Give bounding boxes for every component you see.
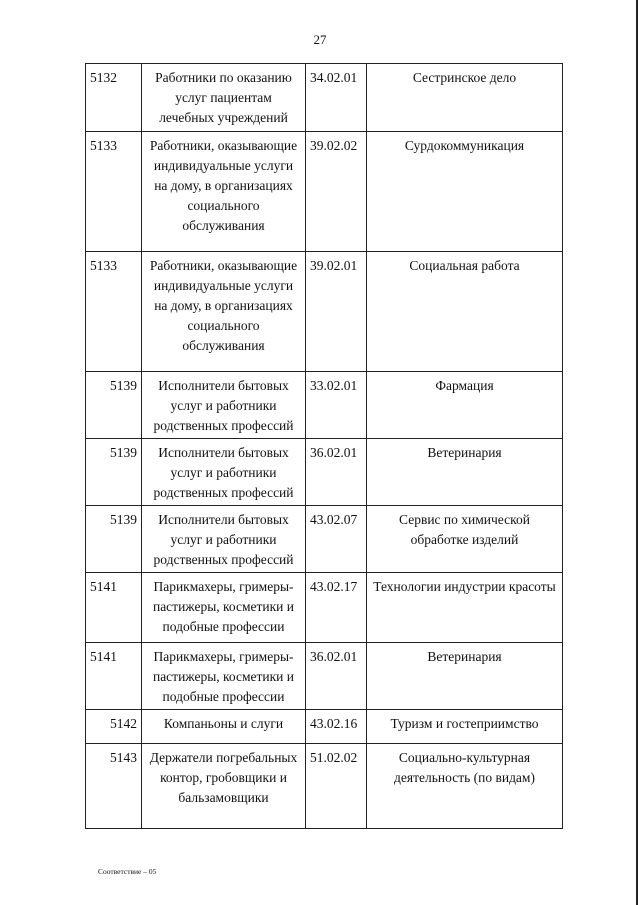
specialty-number-cell: 39.02.01 [306, 252, 367, 372]
code-cell: 5133 [86, 132, 142, 252]
specialty-name-cell: Сервис по химической обработке изделий [367, 506, 563, 573]
occupation-cell: Исполнители бытовых услуг и работники родственных профессий [142, 439, 306, 506]
specialty-number-cell: 34.02.01 [306, 64, 367, 132]
table-row [86, 643, 563, 710]
occupation-cell: Работники, оказывающие индивидуальные услуги на дому, в организациях социального обслуживания [142, 132, 306, 252]
table-row [86, 252, 563, 372]
occupation-cell: Работники, оказывающие индивидуальные услуги на дому, в организациях социального обслуживания [142, 252, 306, 372]
occupation-cell: Парикмахеры, гримеры-пастижеры, косметики и подобные профессии [142, 573, 306, 643]
specialty-number-cell: 51.02.02 [306, 744, 367, 829]
specialty-number-cell: 43.02.07 [306, 506, 367, 573]
specialty-number-cell: 33.02.01 [306, 372, 367, 439]
specialty-name-cell: Социальная работа [367, 252, 563, 372]
code-cell: 5139 [86, 506, 142, 573]
specialty-number-cell: 36.02.01 [306, 439, 367, 506]
code-cell: 5143 [86, 744, 142, 829]
table-row [86, 372, 563, 439]
occupation-cell: Работники по оказанию услуг пациентам лечебных учреждений [142, 64, 306, 132]
specialty-name-cell: Ветеринария [367, 643, 563, 710]
specialty-number-cell: 36.02.01 [306, 643, 367, 710]
occupation-cell: Компаньоны и слуги [142, 710, 306, 744]
footer-note: Соответствие – 05 [98, 867, 157, 876]
specialty-name-cell: Туризм и гостеприимство [367, 710, 563, 744]
specialty-number-cell: 39.02.02 [306, 132, 367, 252]
occupation-cell: Держатели погребальных контор, гробовщики и бальзамовщики [142, 744, 306, 829]
specialty-number-cell: 43.02.17 [306, 573, 367, 643]
occupations-table [85, 63, 563, 829]
code-cell: 5139 [86, 439, 142, 506]
code-cell: 5132 [86, 64, 142, 132]
table-row [86, 132, 563, 252]
specialty-name-cell: Ветеринария [367, 439, 563, 506]
table-row [86, 64, 563, 132]
table-row [86, 506, 563, 573]
code-cell: 5141 [86, 573, 142, 643]
code-cell: 5133 [86, 252, 142, 372]
table-row [86, 710, 563, 744]
code-cell: 5141 [86, 643, 142, 710]
specialty-name-cell: Фармация [367, 372, 563, 439]
occupation-cell: Исполнители бытовых услуг и работники родственных профессий [142, 506, 306, 573]
table-row [86, 439, 563, 506]
table-row [86, 573, 563, 643]
table-row [86, 744, 563, 829]
specialty-name-cell: Социально-культурная деятельность (по видам) [367, 744, 563, 829]
specialty-name-cell: Сестринское дело [367, 64, 563, 132]
page-edge [636, 0, 638, 905]
specialty-name-cell: Технологии индустрии красоты [367, 573, 563, 643]
page-number: 27 [313, 32, 327, 47]
code-cell: 5142 [86, 710, 142, 744]
occupation-cell: Исполнители бытовых услуг и работники родственных профессий [142, 372, 306, 439]
code-cell: 5139 [86, 372, 142, 439]
specialty-name-cell: Сурдокоммуникация [367, 132, 563, 252]
occupation-cell: Парикмахеры, гримеры-пастижеры, косметики и подобные профессии [142, 643, 306, 710]
specialty-number-cell: 43.02.16 [306, 710, 367, 744]
